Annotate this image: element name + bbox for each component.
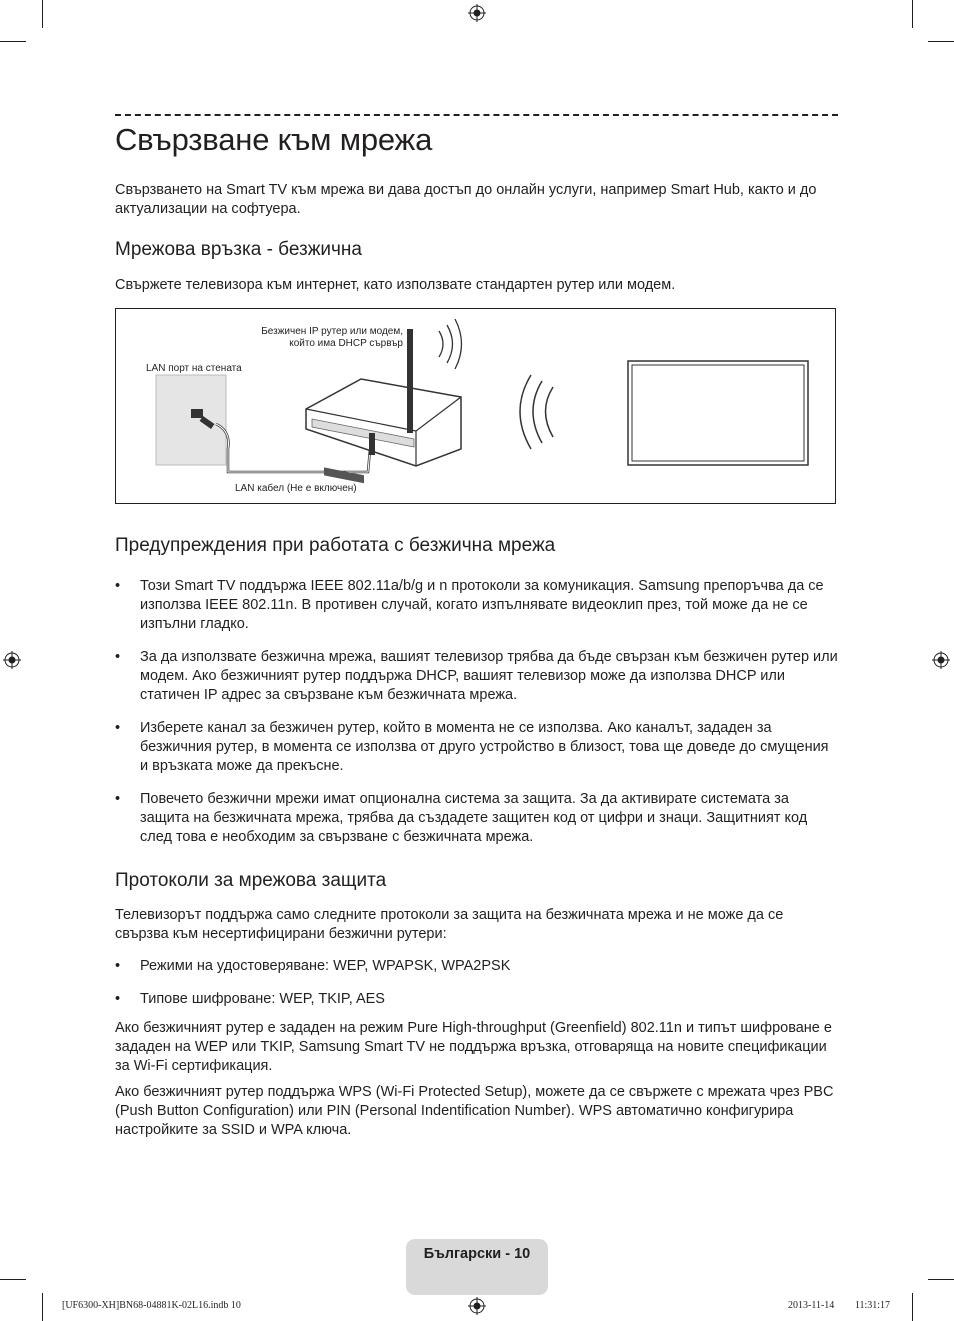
wall-port-label: LAN порт на стената [146,363,242,374]
bullet-icon: • [115,720,121,736]
wireless-paragraph: Свържете телевизора към интернет, като използвате стандартен рутер или модем. [115,277,676,293]
wifi-wave [546,387,554,437]
router-label-line1: Безжичен IP рутер или модем, [261,326,403,337]
wall-panel [156,375,226,465]
bullet-icon: • [115,791,121,807]
router-wave [455,319,462,369]
crop-mark [912,0,913,28]
router-wave [439,331,443,357]
intro-paragraph: Свързването на Smart TV към мрежа ви дава достъп до онлайн услуги, например Smart Hub, както и до актуализации на софтуера. [115,182,817,217]
router-label-line2: който има DHCP сървър [289,338,403,349]
router-label [248,326,403,350]
registration-mark-icon [468,4,486,22]
tv-screen [632,365,804,461]
bullet-icon: • [115,991,121,1007]
router-wave [447,325,453,363]
cable-label: LAN кабел (Не е включен) [235,483,357,494]
bullet-icon: • [115,578,121,594]
section-heading-wireless: Мрежова връзка - безжична [115,239,362,260]
security-intro: Телевизорът поддържа само следните протоколи за защита на безжичната мрежа и не може да се свързва към несертифицирани безжични рутери: [115,907,784,942]
wifi-wave [520,375,531,449]
security-paragraph-2: Ако безжичният рутер поддържа WPS (Wi-Fi Protected Setup), можете да се свържете с мрежата чрез PBC (Push Button Configuration) или PIN (Personal Indentification Number). WPS автоматично конфигурира настройките за SSID и WPA ключа. [115,1084,834,1138]
diagram-illustration [116,309,835,503]
bullet-icon: • [115,649,121,665]
crop-mark [928,1279,954,1280]
title-divider [115,114,838,116]
crop-mark [42,1293,43,1321]
security-paragraph-1: Ако безжичният рутер е зададен на режим Pure High-throughput (Greenfield) 802.11n и типът шифроване е зададен на WEP или TKIP, Samsung Smart TV не поддържа връзка, отговаряща на новите спецификации за Wi-Fi сертификация. [115,1020,832,1074]
crop-mark [0,1279,26,1280]
page-number-badge [406,1239,548,1295]
footer-timestamp: 2013-11-14 ￿￿ 11:31:17 [788,1300,891,1311]
network-diagram [115,308,836,504]
router-plug [369,433,375,455]
section-heading-security: Протоколи за мрежова защита [115,870,387,891]
wall-port [191,409,203,418]
list-item-text: Повечето безжични мрежи имат опционална система за защита. За да активирате системата за защита на безжичната мрежа, трябва да създадете защитен код от цифри и знаци. Защитният код след това е необходим за свързване с безжичната мрежа. [140,791,808,845]
router-port-block [324,467,364,483]
wifi-wave [533,381,542,443]
list-item-text: Типове шифроване: WEP, TKIP, AES [140,991,385,1007]
router-antenna [407,329,413,433]
page-title: Свързване към мрежа [115,122,433,157]
list-item-text: За да използвате безжична мрежа, вашият телевизор трябва да бъде свързан към безжичен рутер или модем. Ако безжичният рутер поддържа DHCP, вашият телевизор може да използва DHCP или статичен IP адрес за свързване към безжичната мрежа. [140,649,838,703]
crop-mark [42,0,43,28]
crop-mark [912,1293,913,1321]
registration-mark-icon [468,1297,486,1315]
crop-mark [928,41,954,42]
list-item-text: Изберете канал за безжичен рутер, който в момента не се използва. Ако каналът, зададен за безжичния рутер, в момента се използва от друго устройство в близост, това ще доведе до смущения и връзката може да прекъсне. [140,720,829,774]
page-number: Български - 10 [423,1246,531,1262]
registration-mark-icon [3,651,21,669]
bullet-icon: • [115,958,121,974]
footer-file: [UF6300-XH]BN68-04881K-02L16.indb 10 [62,1300,241,1311]
list-item-text: Режими на удостоверяване: WEP, WPAPSK, WPA2PSK [140,958,511,974]
registration-mark-icon [932,651,950,669]
section-heading-precautions: Предупреждения при работата с безжична мрежа [115,535,556,556]
list-item-text: Този Smart TV поддържа IEEE 802.11a/b/g и n протоколи за комуникация. Samsung препоръчва да се използва IEEE 802.11n. В противен случай, когато изпълнявате видеоклип през, той може да не се изпълни гладко. [140,578,824,632]
crop-mark [0,41,26,42]
